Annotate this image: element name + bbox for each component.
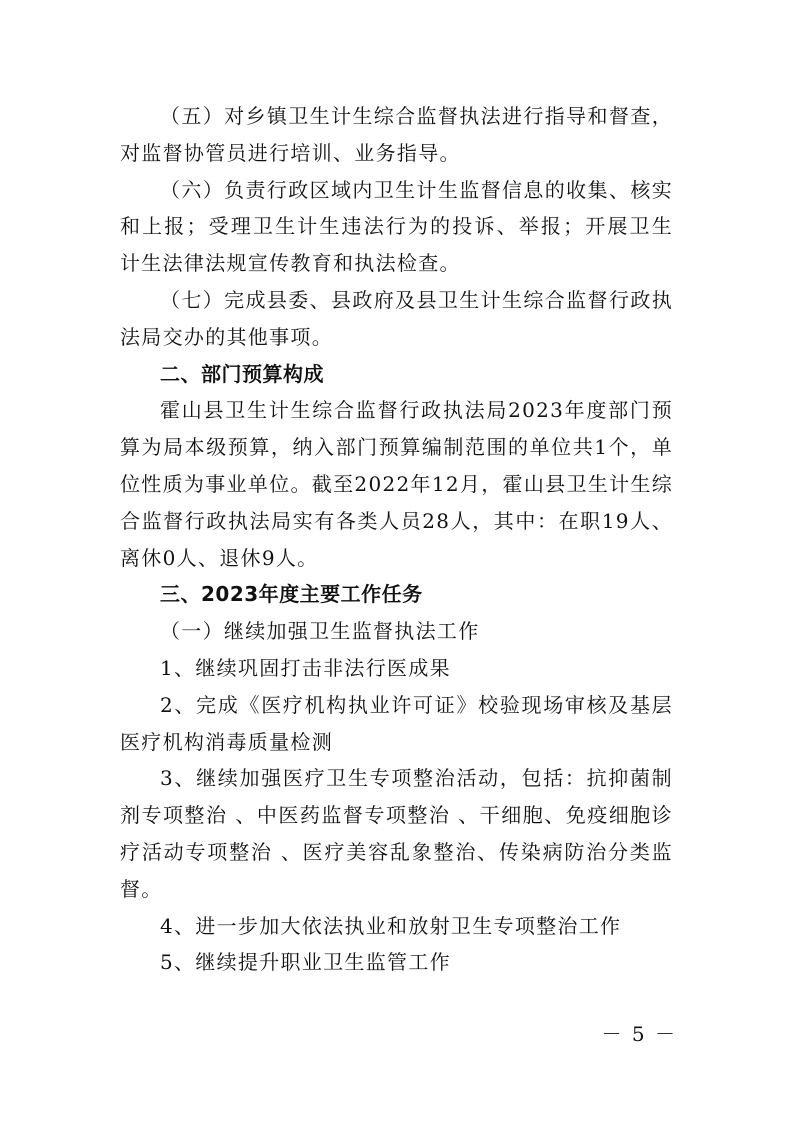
paragraph-seven: （七）完成县委、县政府及县卫生计生综合监督行政执法局交办的其他事项。 bbox=[120, 287, 673, 349]
task-item-3: 3、继续加强医疗卫生专项整治活动，包括：抗抑菌制剂专项整治 、中医药监督专项整治 、干细胞、免疫细胞诊疗活动专项整治 、医疗美容乱象整治、传染病防治分类监督。 bbox=[120, 766, 673, 901]
task-item-2: 2、完成《医疗机构执业许可证》校验现场审核及基层医疗机构消毒质量检测 bbox=[120, 692, 673, 754]
paragraph-five: （五）对乡镇卫生计生综合监督执法进行指导和督查，对监督协管员进行培训、业务指导。 bbox=[120, 104, 673, 165]
body-text bbox=[120, 98, 673, 981]
task-item-4: 4、进一步加大依法执业和放射卫生专项整治工作 bbox=[160, 913, 622, 938]
section-heading-tasks: 三、2023年度主要工作任务 bbox=[160, 582, 423, 607]
page-number: － 5 － bbox=[601, 1022, 677, 1046]
section-heading-budget: 二、部门预算构成 bbox=[160, 361, 324, 386]
task-subheading: （一）继续加强卫生监督执法工作 bbox=[160, 619, 480, 644]
task-item-5: 5、继续提升职业卫生监管工作 bbox=[160, 950, 451, 975]
task-item-1: 1、继续巩固打击非法行医成果 bbox=[160, 655, 451, 680]
paragraph-six: （六）负责行政区域内卫生计生监督信息的收集、核实和上报；受理卫生计生违法行为的投诉、举报；开展卫生计生法律法规宣传教育和执法检查。 bbox=[120, 177, 673, 276]
budget-paragraph: 霍山县卫生计生综合监督行政执法局2023年度部门预算为局本级预算，纳入部门预算编制范围的单位共1个，单位性质为事业单位。截至2022年12月，霍山县卫生计生综合监督行政执法局实有各类人员28人，其中：在职19人、离休0人、退休9人。 bbox=[120, 398, 673, 570]
